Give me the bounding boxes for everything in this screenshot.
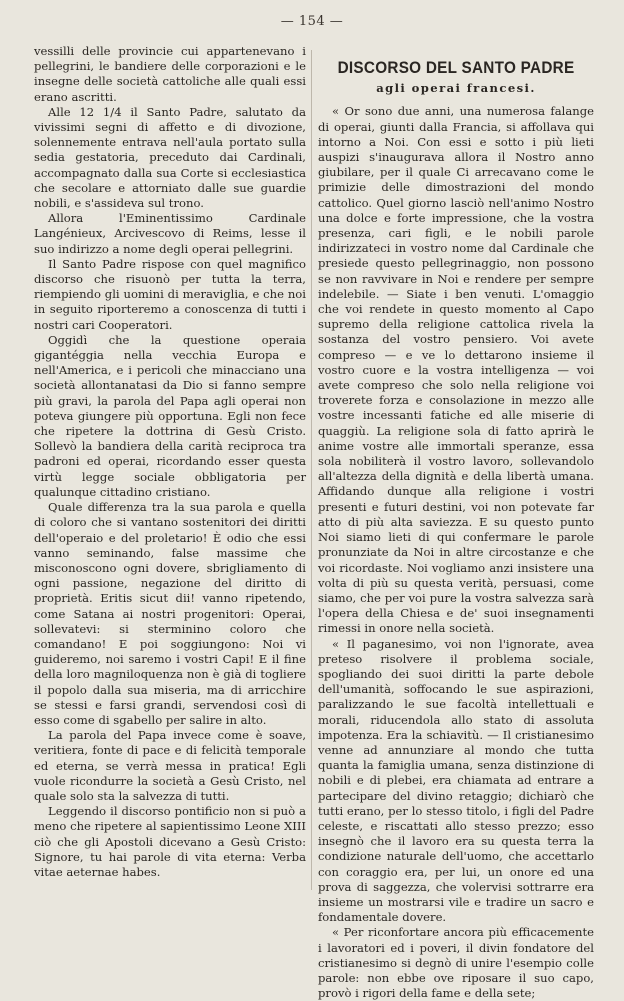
section-subtitle: agli operai francesi. xyxy=(376,81,536,96)
paragraph: Oggidì che la questione operaia gigantéggia nella vecchia Europa e nell'America, e i pericoli che minacciano una società allontanatasi da Dio si fanno sempre più gravi, la parola del Papa agli operai non poteva giungere più opportuna. Egli non fece che ripetere la dottrina di Gesù Cristo. Sollevò la bandiera della carità reciproca tra padroni ed operai, ricordando esser questa virtù legge sociale obbligatoria per qualunque cittadino cristiano. xyxy=(34,332,306,499)
paragraph: « Per riconfortare ancora più efficacemente i lavoratori ed i poveri, il divin fondatore del cristianesimo si degnò di unire l'esempio colle parole: non ebbe ove riposare il suo capo, provò i rigori della fame e della sete; xyxy=(318,925,594,1001)
paragraph: Alle 12 1/4 il Santo Padre, salutato da vivissimi segni di affetto e di divozione, solennemente entrava nell'aula portato sulla sedia gestatoria, preceduto dai Cardinali, accompagnato dalla sua Corte si ecclesiastica che secolare e attorniato dalle sue guardie nobili, e s'assideva sul trono. xyxy=(34,104,306,211)
paragraph: La parola del Papa invece come è soave, veritiera, fonte di pace e di felicità temporale ed eterna, se verrà messa in pratica! Egli vuole ricondurre la società a Gesù Cristo, nel quale solo sta la salvezza di tutti. xyxy=(34,728,306,803)
paragraph: Leggendo il discorso pontificio non si può a meno che ripetere al sapientissimo Leone XIII ciò che gli Apostoli dicevano a Gesù Cristo: Signore, tu hai parole di vita eterna: Verba vitae aeternae habes. xyxy=(34,804,306,879)
section-title: DISCORSO DEL SANTO PADRE xyxy=(337,58,575,77)
page-number: — 154 — xyxy=(280,14,344,29)
paragraph: Allora l'Eminentissimo Cardinale Langénieux, Arcivescovo di Reims, lesse il suo indirizzo a nome degli operai pellegrini. xyxy=(34,211,306,256)
paragraph: Quale differenza tra la sua parola e quella di coloro che si vantano sostenitori dei diritti dell'operaio e del proletario! È odio che essi vanno seminando, false massime che misconoscono ogni dovere, sbrigliamento di ogni passione, negazione del diritto di proprietà. Eritis sicut dii! vanno ripetendo, come Satana ai nostri progenitori: Operai, sollevatevi: si sterminino coloro che comandano! E poi soggiungono: Noi vi guideremo, noi saremo i vostri Capi! E il fine della loro magniloquenza non è già di togliere il popolo dalla sua miseria, ma di arricchire se stessi e farsi grandi, servendosi così di esso come di sgabello per salire in alto. xyxy=(34,500,306,727)
left-column xyxy=(34,44,306,880)
paragraph: « Il paganesimo, voi non l'ignorate, avea preteso risolvere il problema sociale, spogliando dei suoi diritti la parte debole dell'umanità, soffocando le sue aspirazioni, paralizzando le sue facoltà intellettuali e morali, riducendola allo stato di assoluta impotenza. Era la schiavitù. — Il cristianesimo venne ad annunziare al mondo che tutta quanta la famiglia umana, senza distinzione di nobili e di plebei, era chiamata ad entrare a partecipare del divino retaggio; dichiarò che tutti erano, per lo stesso titolo, i figli del Padre celeste, e riscattati allo stesso prezzo; esso insegnò che il lavoro era su questa terra la condizione naturale dell'uomo, che accettarlo con coraggio era, per lui, un onore ed una prova di saggezza, che volervisi sottrarre era insieme un mostrarsi vile e tradire un sacro e fondamentale dovere. xyxy=(318,636,594,925)
column-divider xyxy=(311,50,312,890)
paragraph: « Or sono due anni, una numerosa falange di operai, giunti dalla Francia, si affollava qui intorno a Noi. Con essi e sotto i più lieti auspizi s'inaugurava allora il Nostro anno giubilare, per il quale Ci arrecavano come le primizie delle dimostrazioni del mondo cattolico. Quel giorno lasciò nell'animo Nostro una dolce e forte impressione, che la vostra presenza, cari figli, e le nobili parole indirizzateci in vostro nome dal Cardinale che presiede questo pellegrinaggio, non possono se non ravvivare in Noi e rendere per sempre indelebile. — Siate i ben venuti. L'omaggio che voi rendete in questo momento al Capo supremo della religione cattolica rivela la sostanza del vostro pensiero. Voi avete compreso — e ve lo dettarono insieme il vostro cuore e la vostra intelligenza — voi avete compreso che solo nella religione voi troverete forza e consolazione in mezzo alle vostre incessanti fatiche ed alle miserie di quaggiù. La religione sola di fatto aprirà le anime vostre alle immortali speranze, essa sola nobiliterà il vostro lavoro, sollevandolo all'altezza della dignità e della libertà umana. Affidando dunque alla religione i vostri presenti e futuri destini, voi non potevate far atto di più alta saviezza. E su questo punto Noi siamo lieti di qui confermare le parole pronunziate da Noi in altre circostanze e che voi ricordaste. Noi vogliamo anzi insistere una volta di più su questa verità, persuasi, come siamo, che per voi pure la vostra salvezza sarà l'opera della Chiesa e de' suoi insegnamenti rimessi in onore nella società. xyxy=(318,104,594,636)
right-column xyxy=(318,56,594,1001)
paragraph: Il Santo Padre rispose con quel magnifico discorso che risuonò per tutta la terra, riempiendo gli uomini di meraviglia, e che noi in seguito riporteremo a conoscenza di tutti i nostri cari Cooperatori. xyxy=(34,256,306,332)
paragraph: vessilli delle provincie cui appartenevano i pellegrini, le bandiere delle corporazioni e le insegne delle società cattoliche alle quali essi erano ascritti. xyxy=(34,44,306,104)
